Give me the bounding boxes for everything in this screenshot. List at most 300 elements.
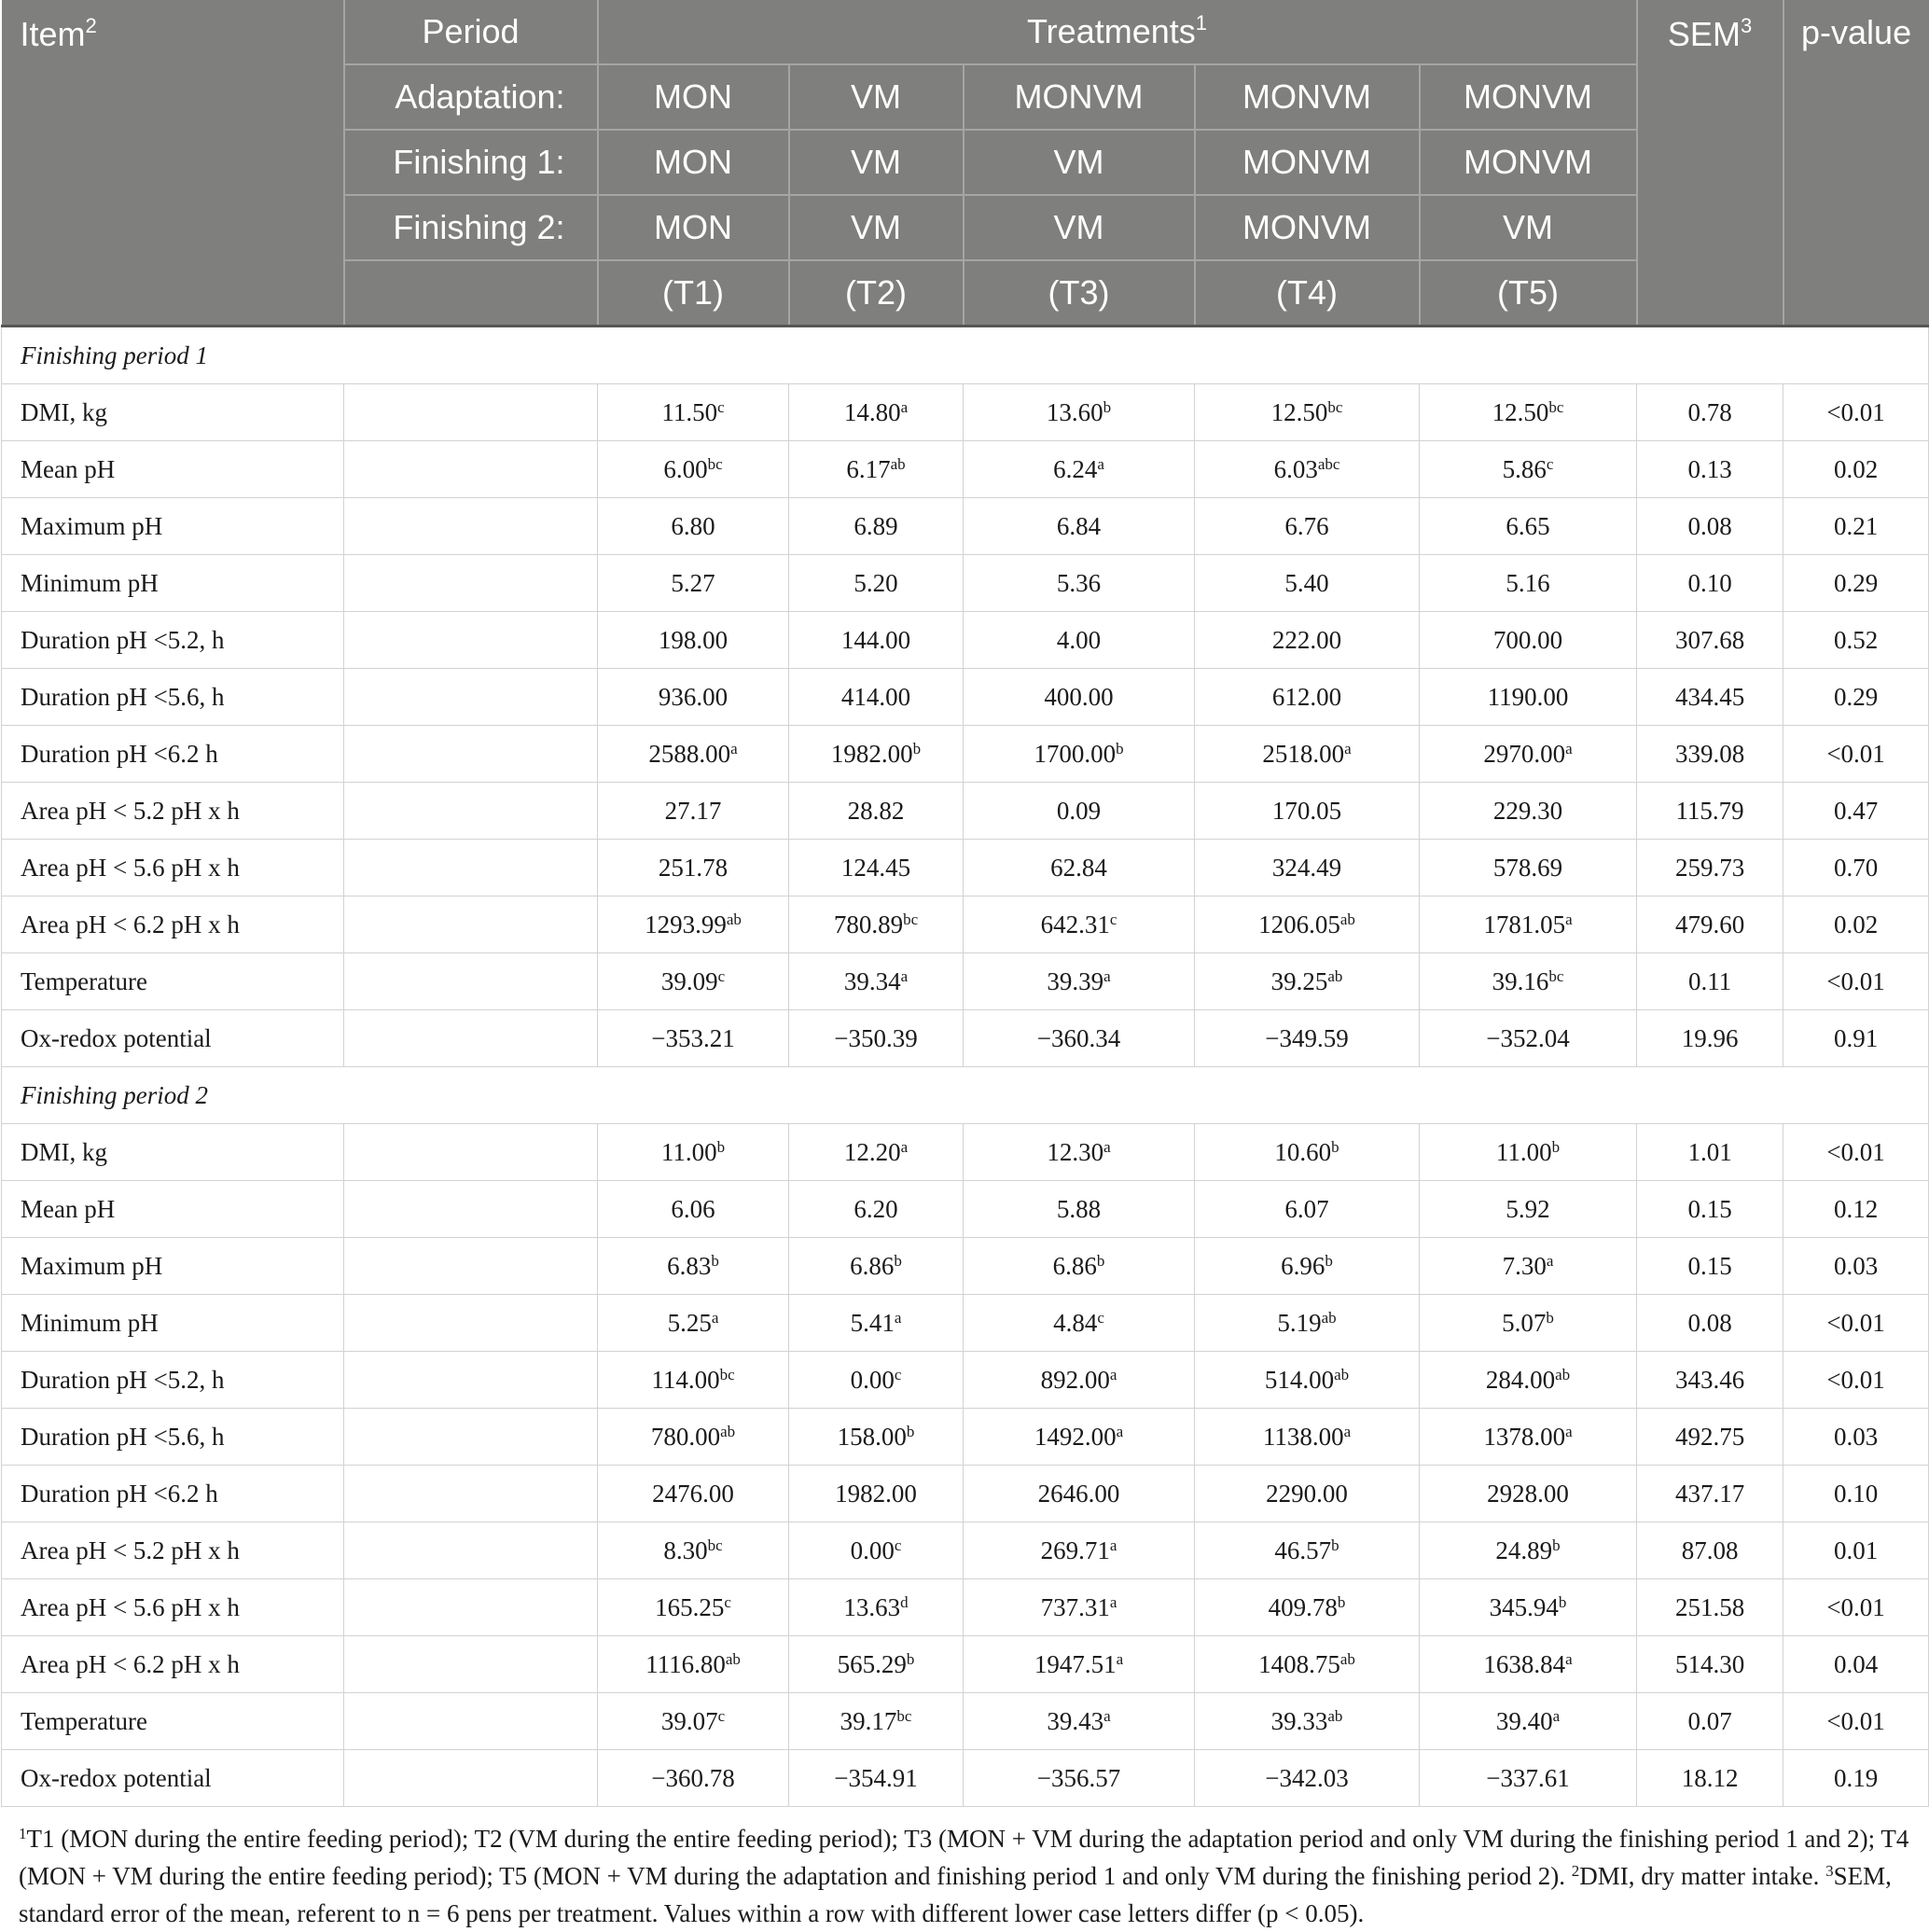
period-cell (344, 1010, 598, 1067)
value-text: −352.04 (1486, 1023, 1570, 1052)
value-cell (1420, 1750, 1637, 1807)
value-cell (598, 1750, 789, 1807)
value-cell (1195, 1124, 1420, 1181)
significance-letter: b (711, 1251, 719, 1270)
treatment-cell: MONVM (964, 64, 1195, 130)
value-cell (1420, 1636, 1637, 1693)
table-row (2, 612, 1929, 669)
value-cell (1420, 1693, 1637, 1750)
value-text: 1492.00 (1034, 1422, 1117, 1451)
value-cell (789, 612, 964, 669)
p-value: 0.02 (1783, 441, 1929, 498)
significance-letter: a (1109, 1592, 1117, 1611)
period-cell (344, 555, 598, 612)
value-text: 24.89 (1495, 1536, 1553, 1564)
value-text: 5.86 (1502, 454, 1547, 483)
value-text: 0.00 (850, 1536, 895, 1564)
sem-value: 343.46 (1637, 1352, 1783, 1409)
item-label: DMI, kg (2, 384, 344, 441)
table-row (2, 669, 1929, 726)
value-cell (1420, 1124, 1637, 1181)
period-cell (344, 1750, 598, 1807)
value-text: 5.20 (853, 568, 898, 597)
p-value: <0.01 (1783, 1295, 1929, 1352)
sem-value: 0.15 (1637, 1238, 1783, 1295)
value-cell (598, 1124, 789, 1181)
table-row (2, 783, 1929, 840)
value-text: 6.06 (671, 1194, 715, 1223)
item-label: Duration pH <6.2 h (2, 1466, 344, 1522)
significance-letter: ab (1334, 1365, 1350, 1383)
value-text: 6.20 (853, 1194, 898, 1223)
item-label: Duration pH <6.2 h (2, 726, 344, 783)
value-text: −350.39 (834, 1023, 918, 1052)
value-cell (1420, 1295, 1637, 1352)
value-cell (1195, 1238, 1420, 1295)
value-cell (1420, 953, 1637, 1010)
item-label: Mean pH (2, 1181, 344, 1238)
value-cell (789, 1522, 964, 1579)
value-cell (598, 498, 789, 555)
period-cell (344, 498, 598, 555)
significance-letter: c (717, 397, 725, 416)
value-cell (1195, 669, 1420, 726)
significance-letter: a (1565, 910, 1573, 928)
value-text: 578.69 (1492, 853, 1563, 882)
table-row (2, 1522, 1929, 1579)
significance-letter: c (1109, 910, 1117, 928)
footnote-marker: 3 (1825, 1862, 1834, 1880)
significance-letter: b (1552, 1536, 1561, 1554)
value-cell (964, 1579, 1195, 1636)
value-cell (1420, 384, 1637, 441)
significance-letter: a (1103, 966, 1111, 985)
value-text: 251.78 (658, 853, 729, 882)
value-text: 170.05 (1271, 796, 1342, 825)
value-cell (598, 1579, 789, 1636)
footnote-marker: 1 (19, 1825, 27, 1842)
table-row (2, 1295, 1929, 1352)
item-label: Maximum pH (2, 498, 344, 555)
significance-letter: a (1109, 1365, 1117, 1383)
value-text: 39.17 (840, 1706, 897, 1735)
item-label: Duration pH <5.2, h (2, 612, 344, 669)
p-value: 0.03 (1783, 1409, 1929, 1466)
significance-letter: bc (903, 910, 919, 928)
significance-letter: bc (1327, 397, 1343, 416)
p-value: 0.04 (1783, 1636, 1929, 1693)
value-text: 1982.00 (830, 739, 913, 768)
significance-letter: b (716, 1137, 726, 1156)
sem-value: 434.45 (1637, 669, 1783, 726)
significance-letter: ab (1555, 1365, 1571, 1383)
value-cell (1195, 1522, 1420, 1579)
sem-value: 339.08 (1637, 726, 1783, 783)
p-value: 0.12 (1783, 1181, 1929, 1238)
value-cell (1195, 783, 1420, 840)
value-cell (1195, 1295, 1420, 1352)
value-text: 6.24 (1053, 454, 1098, 483)
significance-letter: b (1103, 397, 1112, 416)
significance-letter: b (906, 1649, 915, 1668)
p-value: 0.21 (1783, 498, 1929, 555)
value-cell (964, 897, 1195, 953)
value-cell (964, 441, 1195, 498)
treatment-cell: (T4) (1195, 260, 1420, 327)
value-text: 39.25 (1270, 966, 1328, 995)
value-text: 6.83 (667, 1251, 712, 1280)
sem-value: 0.10 (1637, 555, 1783, 612)
value-cell (1195, 384, 1420, 441)
value-cell (789, 1238, 964, 1295)
table-row (2, 1409, 1929, 1466)
value-cell (1420, 498, 1637, 555)
value-text: 514.00 (1264, 1365, 1335, 1394)
sem-value: 437.17 (1637, 1466, 1783, 1522)
value-text: 5.27 (671, 568, 715, 597)
value-text: 2476.00 (652, 1479, 734, 1508)
significance-letter: a (1552, 1706, 1561, 1725)
value-text: 5.41 (850, 1308, 895, 1337)
significance-letter: bc (707, 454, 723, 473)
sem-value: 19.96 (1637, 1010, 1783, 1067)
value-text: 11.00 (1495, 1137, 1552, 1166)
significance-letter: a (1546, 1251, 1554, 1270)
sem-value: 0.11 (1637, 953, 1783, 1010)
item-label: Ox-redox potential (2, 1010, 344, 1067)
table-body (2, 327, 1929, 1807)
period-cell (344, 1693, 598, 1750)
treatment-cell: MONVM (1195, 130, 1420, 195)
table-row (2, 1579, 1929, 1636)
value-cell (789, 1295, 964, 1352)
value-cell (598, 669, 789, 726)
value-text: 6.86 (1052, 1251, 1097, 1280)
value-cell (964, 1750, 1195, 1807)
item-label: Area pH < 5.2 pH x h (2, 1522, 344, 1579)
value-text: 1982.00 (835, 1479, 917, 1508)
value-cell (598, 1522, 789, 1579)
item-label: Area pH < 5.6 pH x h (2, 1579, 344, 1636)
significance-letter: a (730, 739, 738, 758)
significance-letter: a (1109, 1536, 1117, 1554)
value-text: 6.80 (671, 511, 715, 540)
value-cell (598, 953, 789, 1010)
value-text: 1638.84 (1483, 1649, 1566, 1678)
value-cell (789, 384, 964, 441)
value-text: 936.00 (658, 682, 729, 711)
value-text: 7.30 (1502, 1251, 1547, 1280)
value-cell (964, 612, 1195, 669)
treatment-cell: MONVM (1195, 64, 1420, 130)
value-cell (789, 840, 964, 897)
table-row (2, 1352, 1929, 1409)
value-text: 11.50 (661, 397, 718, 426)
value-text: 700.00 (1492, 625, 1563, 654)
value-cell (598, 555, 789, 612)
significance-letter: b (1331, 1536, 1339, 1554)
value-cell (598, 612, 789, 669)
value-text: 39.09 (660, 966, 718, 995)
significance-letter: a (900, 1137, 909, 1156)
significance-letter: ab (1339, 910, 1355, 928)
treatment-cell: VM (1420, 195, 1637, 260)
table-row (2, 1124, 1929, 1181)
value-text: 10.60 (1274, 1137, 1332, 1166)
value-cell (964, 1636, 1195, 1693)
significance-letter: a (1565, 1422, 1573, 1440)
significance-letter: bc (1548, 966, 1564, 985)
value-text: 12.50 (1492, 397, 1549, 426)
value-text: 39.07 (660, 1706, 718, 1735)
value-cell (789, 669, 964, 726)
value-cell (1195, 498, 1420, 555)
value-cell (1420, 1579, 1637, 1636)
value-text: 2290.00 (1266, 1479, 1348, 1508)
p-value: 0.29 (1783, 555, 1929, 612)
sem-value: 1.01 (1637, 1124, 1783, 1181)
item-label: Temperature (2, 1693, 344, 1750)
sem-value: 0.08 (1637, 1295, 1783, 1352)
value-cell (1420, 1522, 1637, 1579)
sem-value: 18.12 (1637, 1750, 1783, 1807)
value-cell (1420, 840, 1637, 897)
p-value: <0.01 (1783, 1352, 1929, 1409)
value-cell (964, 726, 1195, 783)
table-row (2, 1181, 1929, 1238)
significance-letter: ab (1321, 1308, 1337, 1327)
value-text: 165.25 (655, 1592, 725, 1621)
value-cell (789, 1466, 964, 1522)
value-cell (598, 840, 789, 897)
period-label: Finishing 1: (344, 130, 598, 195)
treatment-cell: MONVM (1420, 64, 1637, 130)
value-cell (964, 1466, 1195, 1522)
value-cell (1420, 669, 1637, 726)
value-cell (789, 1124, 964, 1181)
value-cell (789, 1636, 964, 1693)
item-label: Area pH < 6.2 pH x h (2, 897, 344, 953)
value-cell (1420, 1238, 1637, 1295)
value-cell (964, 384, 1195, 441)
value-text: 6.76 (1284, 511, 1329, 540)
treatments-header: Treatments$^1$ (598, 0, 1637, 64)
value-cell (598, 1466, 789, 1522)
item-label: DMI, kg (2, 1124, 344, 1181)
treatment-cell: (T1) (598, 260, 789, 327)
value-text: −353.21 (651, 1023, 735, 1052)
significance-letter: a (1344, 739, 1352, 758)
p-value: <0.01 (1783, 726, 1929, 783)
value-cell (964, 1181, 1195, 1238)
table-row (2, 1693, 1929, 1750)
value-text: 6.96 (1281, 1251, 1325, 1280)
p-value: 0.47 (1783, 783, 1929, 840)
period-cell (344, 1238, 598, 1295)
significance-letter: b (1331, 1137, 1339, 1156)
value-text: 5.19 (1277, 1308, 1322, 1337)
p-value: 0.19 (1783, 1750, 1929, 1807)
value-text: 39.33 (1270, 1706, 1328, 1735)
value-cell (1420, 783, 1637, 840)
period-cell (344, 669, 598, 726)
value-text: 5.16 (1506, 568, 1550, 597)
p-value: 0.91 (1783, 1010, 1929, 1067)
value-text: 284.00 (1485, 1365, 1556, 1394)
value-cell (789, 1181, 964, 1238)
value-cell (1195, 1181, 1420, 1238)
treatment-cell: (T3) (964, 260, 1195, 327)
footnote-text: DMI, dry matter intake. (1579, 1862, 1826, 1890)
item-label: Ox-redox potential (2, 1750, 344, 1807)
value-cell (789, 1579, 964, 1636)
sem-value: 0.07 (1637, 1693, 1783, 1750)
significance-letter: a (1116, 1422, 1124, 1440)
value-cell (598, 1636, 789, 1693)
value-cell (1420, 897, 1637, 953)
treatment-cell: VM (964, 130, 1195, 195)
value-cell (598, 1238, 789, 1295)
value-cell (789, 498, 964, 555)
value-text: 5.07 (1502, 1308, 1547, 1337)
value-text: 2928.00 (1487, 1479, 1569, 1508)
significance-letter: a (711, 1308, 719, 1327)
significance-letter: ab (890, 454, 906, 473)
value-text: 12.20 (843, 1137, 901, 1166)
value-cell (1195, 840, 1420, 897)
value-cell (598, 726, 789, 783)
period-cell (344, 1466, 598, 1522)
footnote-marker: 2 (1571, 1862, 1580, 1880)
value-cell (1420, 612, 1637, 669)
value-text: 5.40 (1284, 568, 1329, 597)
value-text: 1408.75 (1258, 1649, 1340, 1678)
value-text: 114.00 (651, 1365, 720, 1394)
value-cell (1195, 612, 1420, 669)
period-cell (344, 1181, 598, 1238)
value-text: 39.43 (1047, 1706, 1104, 1735)
table-row (2, 555, 1929, 612)
table-header (2, 0, 1929, 327)
value-text: 28.82 (847, 796, 905, 825)
value-cell (1195, 1636, 1420, 1693)
value-cell (964, 1295, 1195, 1352)
value-text: 2970.00 (1483, 739, 1566, 768)
table-row (2, 441, 1929, 498)
period-cell (344, 840, 598, 897)
value-cell (598, 1295, 789, 1352)
value-text: 612.00 (1271, 682, 1342, 711)
value-cell (964, 783, 1195, 840)
value-text: 6.03 (1273, 454, 1318, 483)
treatment-cell: MONVM (1420, 130, 1637, 195)
period-cell (344, 1352, 598, 1409)
p-value: 0.02 (1783, 897, 1929, 953)
sem-value: 0.78 (1637, 384, 1783, 441)
value-cell (598, 783, 789, 840)
item-label: Minimum pH (2, 1295, 344, 1352)
significance-letter: a (1565, 1649, 1573, 1668)
value-cell (1420, 1466, 1637, 1522)
value-cell (964, 1352, 1195, 1409)
period-cell (344, 726, 598, 783)
value-cell (1420, 1409, 1637, 1466)
value-text: 12.50 (1270, 397, 1328, 426)
value-text: 780.00 (650, 1422, 721, 1451)
item-label: Duration pH <5.2, h (2, 1352, 344, 1409)
table-row (2, 1636, 1929, 1693)
value-text: 4.00 (1056, 625, 1102, 654)
value-text: 780.89 (833, 910, 904, 938)
value-cell (789, 897, 964, 953)
period-cell (344, 897, 598, 953)
significance-letter: a (1103, 1706, 1111, 1725)
period-cell (344, 1579, 598, 1636)
value-cell (789, 441, 964, 498)
value-text: 1116.80 (645, 1649, 726, 1678)
significance-letter: c (724, 1592, 731, 1611)
significance-letter: c (1546, 454, 1554, 473)
value-text: 1947.51 (1034, 1649, 1117, 1678)
value-cell (598, 384, 789, 441)
section-title: Finishing period 2 (2, 1067, 1929, 1124)
value-cell (1420, 1010, 1637, 1067)
value-text: 229.30 (1492, 796, 1563, 825)
significance-letter: ab (720, 1422, 736, 1440)
value-cell (1195, 1579, 1420, 1636)
value-text: 1206.05 (1258, 910, 1340, 938)
value-text: 324.49 (1271, 853, 1342, 882)
sem-value: 259.73 (1637, 840, 1783, 897)
significance-letter: c (1097, 1308, 1104, 1327)
sem-value: 307.68 (1637, 612, 1783, 669)
table-row (2, 726, 1929, 783)
value-text: 5.25 (667, 1308, 712, 1337)
significance-letter: a (900, 966, 909, 985)
value-cell (598, 1409, 789, 1466)
significance-letter: d (900, 1592, 909, 1611)
value-text: −356.57 (1036, 1763, 1121, 1792)
value-cell (964, 1409, 1195, 1466)
sem-value: 514.30 (1637, 1636, 1783, 1693)
significance-letter: c (717, 966, 726, 985)
treatment-cell: (T2) (789, 260, 964, 327)
period-cell (344, 1295, 598, 1352)
section-title: Finishing period 1 (2, 327, 1929, 384)
period-cell (344, 384, 598, 441)
value-cell (789, 1409, 964, 1466)
value-text: 1378.00 (1483, 1422, 1566, 1451)
significance-letter: a (1097, 454, 1104, 473)
value-text: 5.36 (1056, 568, 1102, 597)
value-text: 39.16 (1492, 966, 1549, 995)
treatment-cell: MON (598, 64, 789, 130)
value-cell (789, 1750, 964, 1807)
item-label: Area pH < 6.2 pH x h (2, 1636, 344, 1693)
treatment-cell: VM (789, 64, 964, 130)
value-cell (789, 1010, 964, 1067)
value-cell (1195, 1352, 1420, 1409)
value-text: 0.00 (850, 1365, 895, 1394)
value-text: 158.00 (837, 1422, 907, 1451)
period-cell (344, 1124, 598, 1181)
treatment-cell: VM (964, 195, 1195, 260)
value-cell (964, 498, 1195, 555)
significance-letter: a (900, 397, 909, 416)
item-label: Maximum pH (2, 1238, 344, 1295)
value-cell (598, 1010, 789, 1067)
p-value: <0.01 (1783, 384, 1929, 441)
